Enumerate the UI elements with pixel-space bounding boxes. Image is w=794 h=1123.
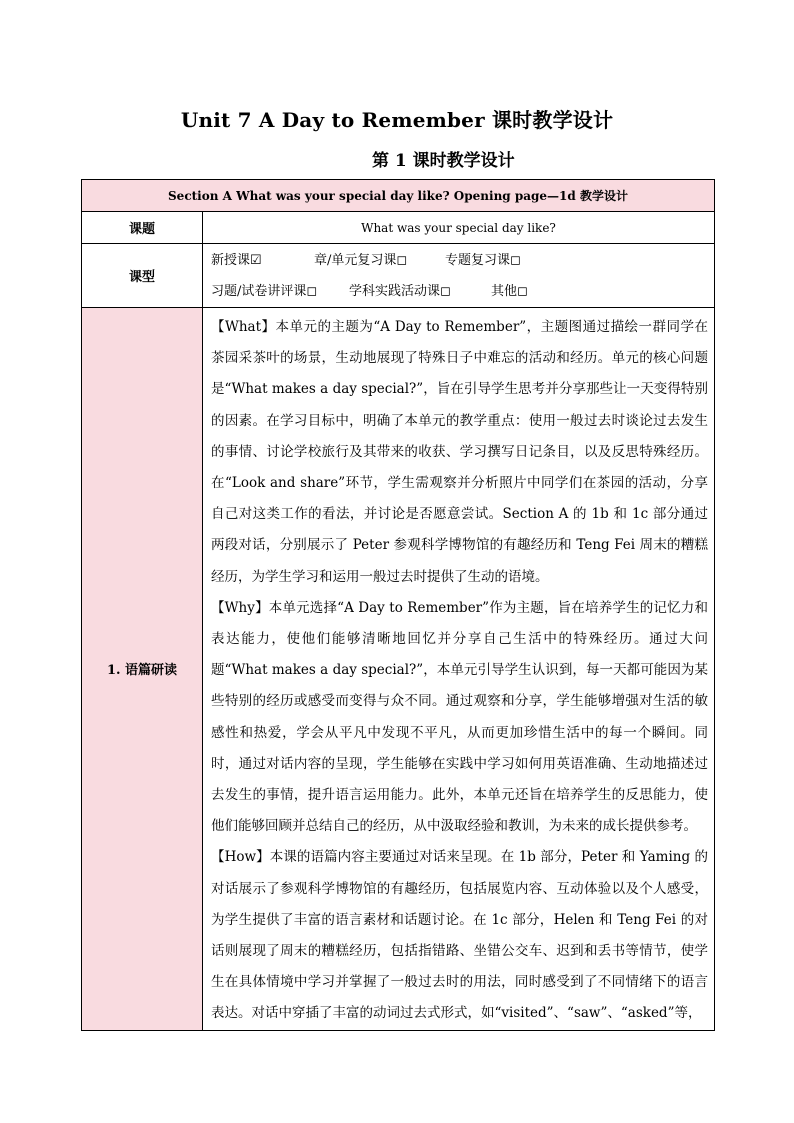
section-header: Section A What was your special day like? Opening page—1d 教学设计 (82, 180, 715, 212)
text-analysis-content (203, 308, 715, 1031)
lesson-design-table (81, 179, 715, 1031)
option-exercise-review: 习题/试卷讲评课◻ (211, 283, 318, 299)
lesson-type-row (82, 244, 715, 308)
paragraph-how: 【How】本课的语篇内容主要通过对话来呈现。在 1b 部分，Peter 和 Yaming 的对话展示了参观科学博物馆的有趣经历，包括展览内容、互动体验以及个人感受，为学生提供了丰富的语言素材和话题讨论。在 1c 部分，Helen 和 Teng Fei 的对话则展现了周末的糟糕经历，包括指错路、坐错公交车、迟到和丢书等情节，使学生在具体情境中学习并掌握了一般过去时的用法，同时感受到了不同情绪下的语言表达。对话中穿插了丰富的动词过去式形式，如“visited”、“saw”、“asked”等， (211, 849, 708, 1022)
topic-row (82, 212, 715, 244)
lesson-type-line-2 (211, 276, 714, 307)
option-practice-activity: 学科实践活动课◻ (349, 283, 451, 299)
lesson-type-label: 课型 (82, 244, 203, 308)
lesson-type-line-1 (211, 245, 714, 276)
topic-value: What was your special day like? (203, 212, 715, 244)
option-topic-review: 专题复习课◻ (445, 252, 521, 268)
document-title: Unit 7 A Day to Remember 课时教学设计 (180, 108, 614, 132)
lesson-type-options (203, 244, 715, 308)
paragraph-why: 【Why】本单元选择“A Day to Remember”作为主题，旨在培养学生的记忆力和表达能力，使他们能够清晰地回忆并分享自己生活中的特殊经历。通过大问题“What makes a day special?”，本单元引导学生认识到，每一天都可能因为某些特别的经历或感受而变得与众不同。通过观察和分享，学生能够增强对生活的敏感性和热爱，学会从平凡中发现不平凡，从而更加珍惜生活中的每一个瞬间。同时，通过对话内容的呈现，学生能够在实践中学习如何用英语准确、生动地描述过去发生的事情，提升语言运用能力。此外，本单元还旨在培养学生的反思能力，使他们能够回顾并总结自己的经历，从中汲取经验和教训，为未来的成长提供参考。 (211, 599, 708, 835)
option-other: 其他◻ (491, 283, 528, 299)
topic-label: 课题 (82, 212, 203, 244)
paragraph-what: 【What】本单元的主题为“A Day to Remember”，主题图通过描绘一群同学在茶园采茶叶的场景，生动地展现了特殊日子中难忘的活动和经历。单元的核心问题是“What makes a day special?”，旨在引导学生思考并分享那些让一天变得特别的因素。在学习目标中，明确了本单元的教学重点：使用一般过去时谈论过去发生的事情、讨论学校旅行及其带来的收获、学习撰写日记条目，以及反思特殊经历。在“Look and share”环节，学生需观察并分析照片中同学们在茶园的活动，分享自己对这类工作的看法，并讨论是否愿意尝试。Section A 的 1b 和 1c 部分通过两段对话，分别展示了 Peter 参观科学博物馆的有趣经历和 Teng Fei 周末的糟糕经历，为学生学习和运用一般过去时提供了生动的语境。 (211, 319, 708, 585)
option-unit-review: 章/单元复习课◻ (314, 252, 408, 268)
option-new-lesson: 新授课☑ (211, 252, 262, 268)
document-subtitle: 第 1 课时教学设计 (372, 151, 515, 171)
text-analysis-label: 1. 语篇研读 (82, 308, 203, 1031)
text-analysis-row (82, 308, 715, 1031)
section-header-row (82, 180, 715, 212)
